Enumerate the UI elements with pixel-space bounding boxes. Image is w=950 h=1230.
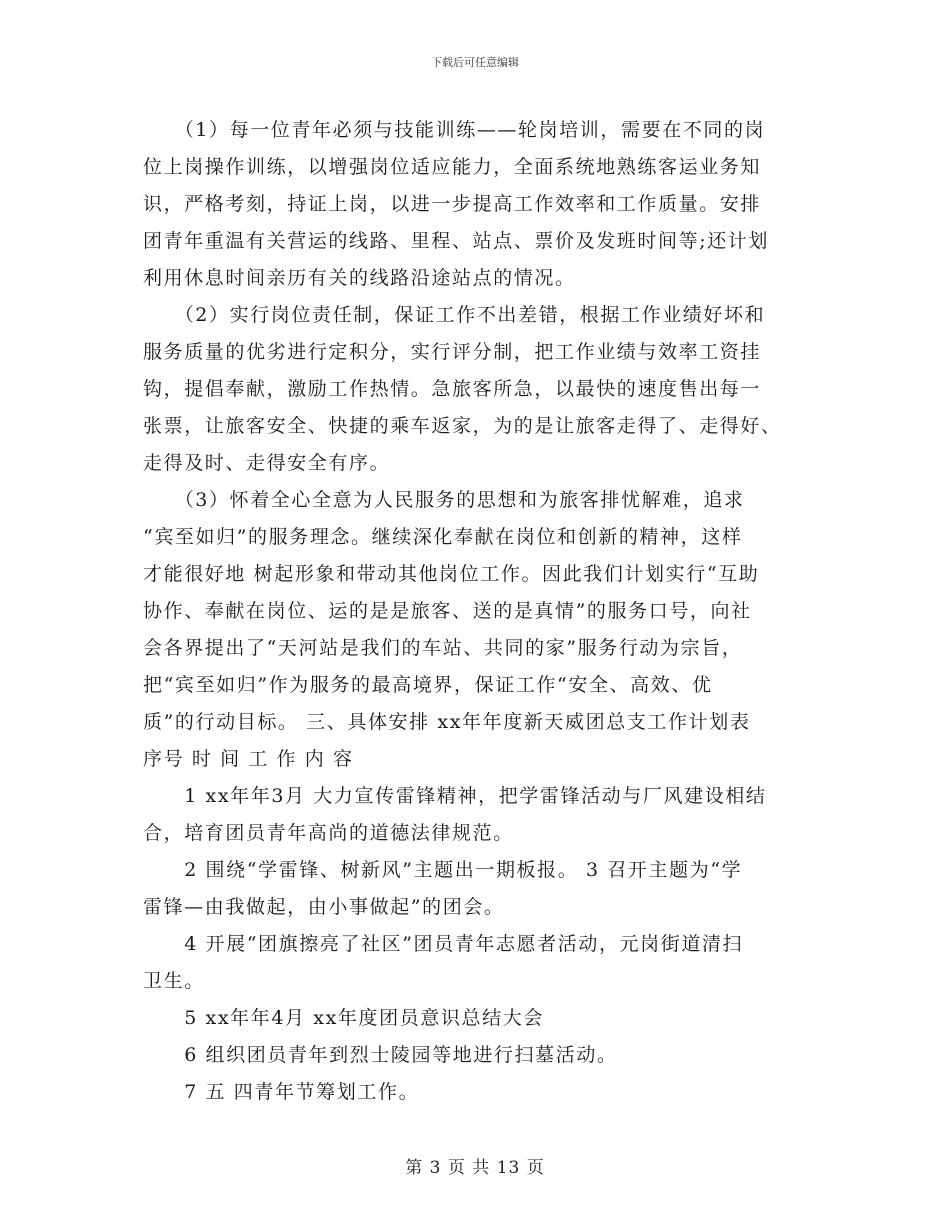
text-line: 序号 时 间 工 作 内 容 (143, 748, 354, 770)
text-line: “宾至如归”的服务理念。继续深化奉献在岗位和创新的精神，这样 (143, 526, 743, 548)
text-line: 利用休息时间亲历有关的线路沿途站点的情况。 (143, 267, 576, 289)
text-line: 位上岗操作训练，以增强岗位适应能力，全面系统地熟练客运业务知 (143, 156, 762, 178)
text-line: 雷锋—由我做起，由小事做起”的团会。 (143, 896, 505, 918)
text-line: 钩，提倡奉献，激励工作热情。急旅客所急，以最快的速度售出每一 (143, 378, 762, 400)
page-footer: 第 3 页 共 13 页 (405, 1158, 545, 1178)
text-line: 4 开展“团旗擦亮了社区”团员青年志愿者活动，元岗街道清扫 (143, 933, 744, 955)
text-line: （3）怀着全心全意为人民服务的思想和为旅客排忧解难，追求 (143, 489, 745, 511)
text-line: （1）每一位青年必须与技能训练——轮岗培训，需要在不同的岗 (143, 119, 766, 141)
text-line: 7 五 四青年节筹划工作。 (143, 1081, 420, 1103)
text-line: 识，严格考刻，持证上岗，以进一步提高工作效率和工作质量。安排 (143, 193, 762, 215)
text-line: 协作、奉献在岗位、运的是是旅客、送的是真情”的服务口号，向社 (143, 600, 752, 622)
text-line: 2 围绕“学雷锋、树新风”主题出一期板报。 3 召开主题为“学 (143, 859, 743, 881)
text-line: 会各界提出了“天河站是我们的车站、共同的家”服务行动为宗旨， (143, 637, 743, 659)
page-header: 下载后可任意编辑 (431, 56, 519, 69)
text-line: 张票，让旅客安全、快捷的乘车返家，为的是让旅客走得了、走得好、 (143, 415, 782, 437)
text-line: （2）实行岗位责任制，保证工作不出差错，根据工作业绩好坏和 (143, 304, 766, 326)
text-line: 走得及时、走得安全有序。 (143, 452, 391, 474)
text-line: 6 组织团员青年到烈士陵园等地进行扫墓活动。 (143, 1044, 618, 1066)
text-line: 把“宾至如归”作为服务的最高境界，保证工作“安全、高效、优 (143, 674, 713, 696)
text-line: 1 xx年年3月 大力宣传雷锋精神，把学雷锋活动与厂风建设相结 (143, 785, 767, 807)
text-line: 团青年重温有关营运的线路、里程、站点、票价及发班时间等;还计划 (143, 230, 770, 252)
text-line: 质”的行动目标。 三、具体安排 xx年年度新天威团总支工作计划表 (143, 711, 751, 733)
text-line: 才能很好地 树起形象和带动其他岗位工作。因此我们计划实行“互助 (143, 563, 760, 585)
text-line: 卫生。 (143, 970, 205, 992)
text-line: 5 xx年年4月 xx年度团员意识总结大会 (143, 1007, 544, 1029)
text-line: 合，培育团员青年高尚的道德法律规范。 (143, 822, 514, 844)
body-text (143, 112, 808, 1111)
text-line: 服务质量的优劣进行定积分，实行评分制，把工作业绩与效率工资挂 (143, 341, 762, 363)
